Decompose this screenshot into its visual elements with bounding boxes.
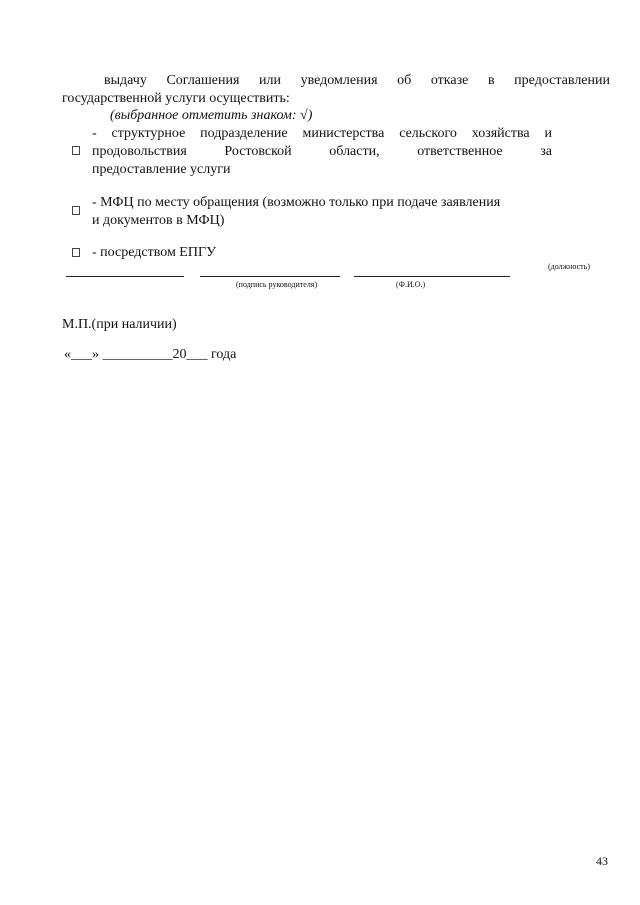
signature-underline bbox=[200, 276, 340, 277]
name-underline bbox=[354, 276, 510, 277]
name-label: (Ф.И.О.) bbox=[396, 280, 426, 289]
option-structural-unit-line-1: - структурное подразделение министерства сельского хозяйства и bbox=[92, 126, 552, 141]
checkbox-structural-unit[interactable] bbox=[72, 146, 80, 155]
checkbox-epgu[interactable] bbox=[72, 248, 80, 257]
option-epgu-line-1: - посредством ЕПГУ bbox=[92, 245, 216, 260]
option-structural-unit-line-2: продовольствия Ростовской области, ответственное за bbox=[92, 144, 552, 159]
signature-label: (подпись руководителя) bbox=[236, 280, 318, 289]
selection-hint: (выбранное отметить знаком: √) bbox=[110, 108, 313, 123]
position-label: (должность) bbox=[548, 262, 590, 271]
page-number: 43 bbox=[596, 854, 608, 868]
intro-line-2: государственной услуги осуществить: bbox=[62, 91, 290, 106]
date-line: «___» __________20___ года bbox=[64, 347, 237, 362]
stamp-note: М.П.(при наличии) bbox=[62, 317, 177, 332]
position-underline bbox=[66, 276, 184, 277]
checkbox-mfc[interactable] bbox=[72, 206, 80, 215]
option-mfc-line-2: и документов в МФЦ) bbox=[92, 213, 225, 228]
option-structural-unit-line-3: предоставление услуги bbox=[92, 162, 231, 177]
option-mfc-line-1: - МФЦ по месту обращения (возможно только при подаче заявления bbox=[92, 195, 501, 210]
intro-line-1: выдачу Соглашения или уведомления об отказе в предоставлении bbox=[104, 73, 610, 88]
